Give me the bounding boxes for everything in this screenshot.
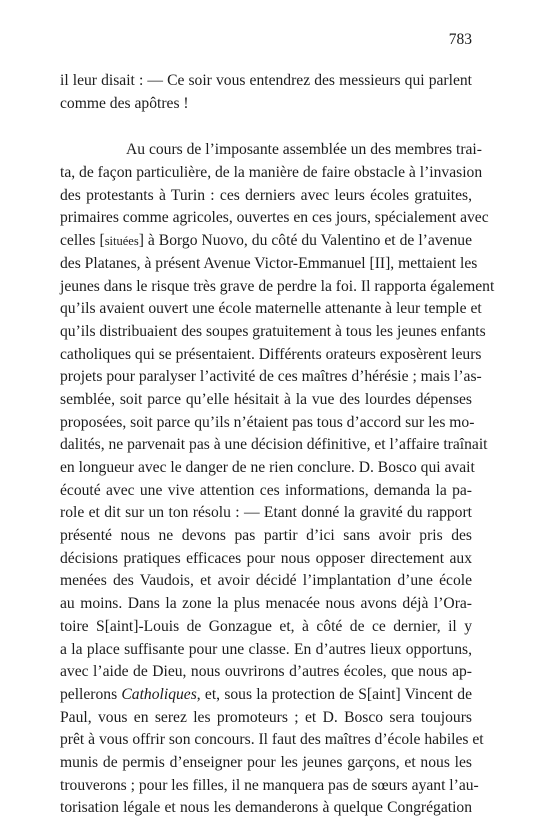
text-line: qu’ils avaient ouvert une école maternelle attenante à leur temple et (60, 300, 482, 318)
text-line: décisions pratiques efficaces pour nous opposer directement aux (60, 549, 472, 567)
text-line: semblée, soit parce qu’elle hésitait à la vue des lourdes dépenses (60, 390, 472, 408)
text-line: des Platanes, à présent Avenue Victor-Emmanuel [II], mettaient les (60, 254, 478, 272)
text-line: ta, de façon particulière, de la manière de faire obstacle à l’invasion (60, 164, 483, 182)
text-line: au moins. Dans la zone la plus menacée nous avons déjà l’Ora- (60, 595, 472, 613)
text-line: toire S[aint]-Louis de Gonzague et, à côté de ce dernier, il y (60, 617, 472, 635)
text-line: trouverons ; pour les filles, il ne manquera pas de sœurs ayant l’au- (60, 776, 479, 794)
text-line: qu’ils distribuaient des soupes gratuitement à tous les jeunes enfants (60, 322, 486, 340)
text-fragment: ] à Borgo Nuovo, du côté du Valentino et de l’avenue (138, 232, 472, 250)
text-line: prêt à vous offrir son concours. Il faut des maîtres d’école habiles et (60, 731, 484, 749)
text-line: torisation légale et nous les demanderons à quelque Congrégation (60, 799, 472, 817)
page-number: 783 (448, 31, 472, 48)
text-line: primaires comme agricoles, ouvertes en ces jours, spécialement avec (60, 209, 489, 227)
editorial-insertion: situées (104, 234, 139, 249)
text-line: écouté avec une vive attention ces informations, demanda la pa- (60, 481, 472, 499)
text-line: présenté nous ne devons pas partir d’ici sans avoir pris des (60, 527, 472, 545)
text-line: jeunes dans le risque très grave de perdre la foi. Il rapporta également (60, 277, 495, 295)
text-line: Paul, vous en serez les promoteurs ; et D. Bosco sera toujours (60, 708, 472, 726)
text-line: il leur disait : — Ce soir vous entendrez des messieurs qui parlent (60, 72, 472, 89)
paragraph-spacer (60, 115, 472, 139)
text-line: munis de permis d’enseigner pour les jeunes garçons, et nous les (60, 753, 472, 771)
text-line: a la place suffisante pour une classe. En d’autres lieux opportuns, (60, 640, 472, 658)
text-line: dalités, ne parvenait pas à une décision définitive, et l’affaire traînait (60, 436, 488, 454)
text-line: en longueur avec le danger de ne rien conclure. D. Bosco qui avait (60, 459, 475, 476)
text-line: proposées, soit parce qu’ils n’étaient pas tous d’accord sur les mo- (60, 413, 475, 431)
text-line: comme des apôtres ! (60, 94, 189, 112)
paragraph-1 (60, 70, 472, 115)
text-line: des protestants à Turin : ces derniers avec leurs écoles gratuites, (60, 186, 472, 204)
text-line (60, 230, 472, 253)
text-line: avec l’aide de Dieu, nous ouvrirons d’autres écoles, que nous ap- (60, 663, 472, 681)
italic-term: Catholiques (121, 685, 197, 703)
text-fragment: pellerons (60, 685, 122, 703)
paragraph-2 (60, 139, 495, 820)
text-line: role et dit sur un ton résolu : — Etant donné la gravité du rapport (60, 504, 472, 522)
text-line: menées des Vaudois, et avoir décidé l’implantation d’une école (60, 572, 472, 590)
text-fragment: , et, sous la protection de S[aint] Vincent de (196, 685, 472, 703)
text-line: catholiques qui se présentaient. Différents orateurs exposèrent leurs (60, 345, 482, 363)
body-text (60, 70, 495, 820)
text-fragment: celles [ (60, 232, 105, 250)
text-line (60, 684, 472, 707)
text-line: projets pour paralyser l’activité de ces maîtres d’hérésie ; mais l’as- (60, 368, 482, 386)
text-line: Au cours de l’imposante assemblée un des membres trai- (126, 141, 482, 159)
